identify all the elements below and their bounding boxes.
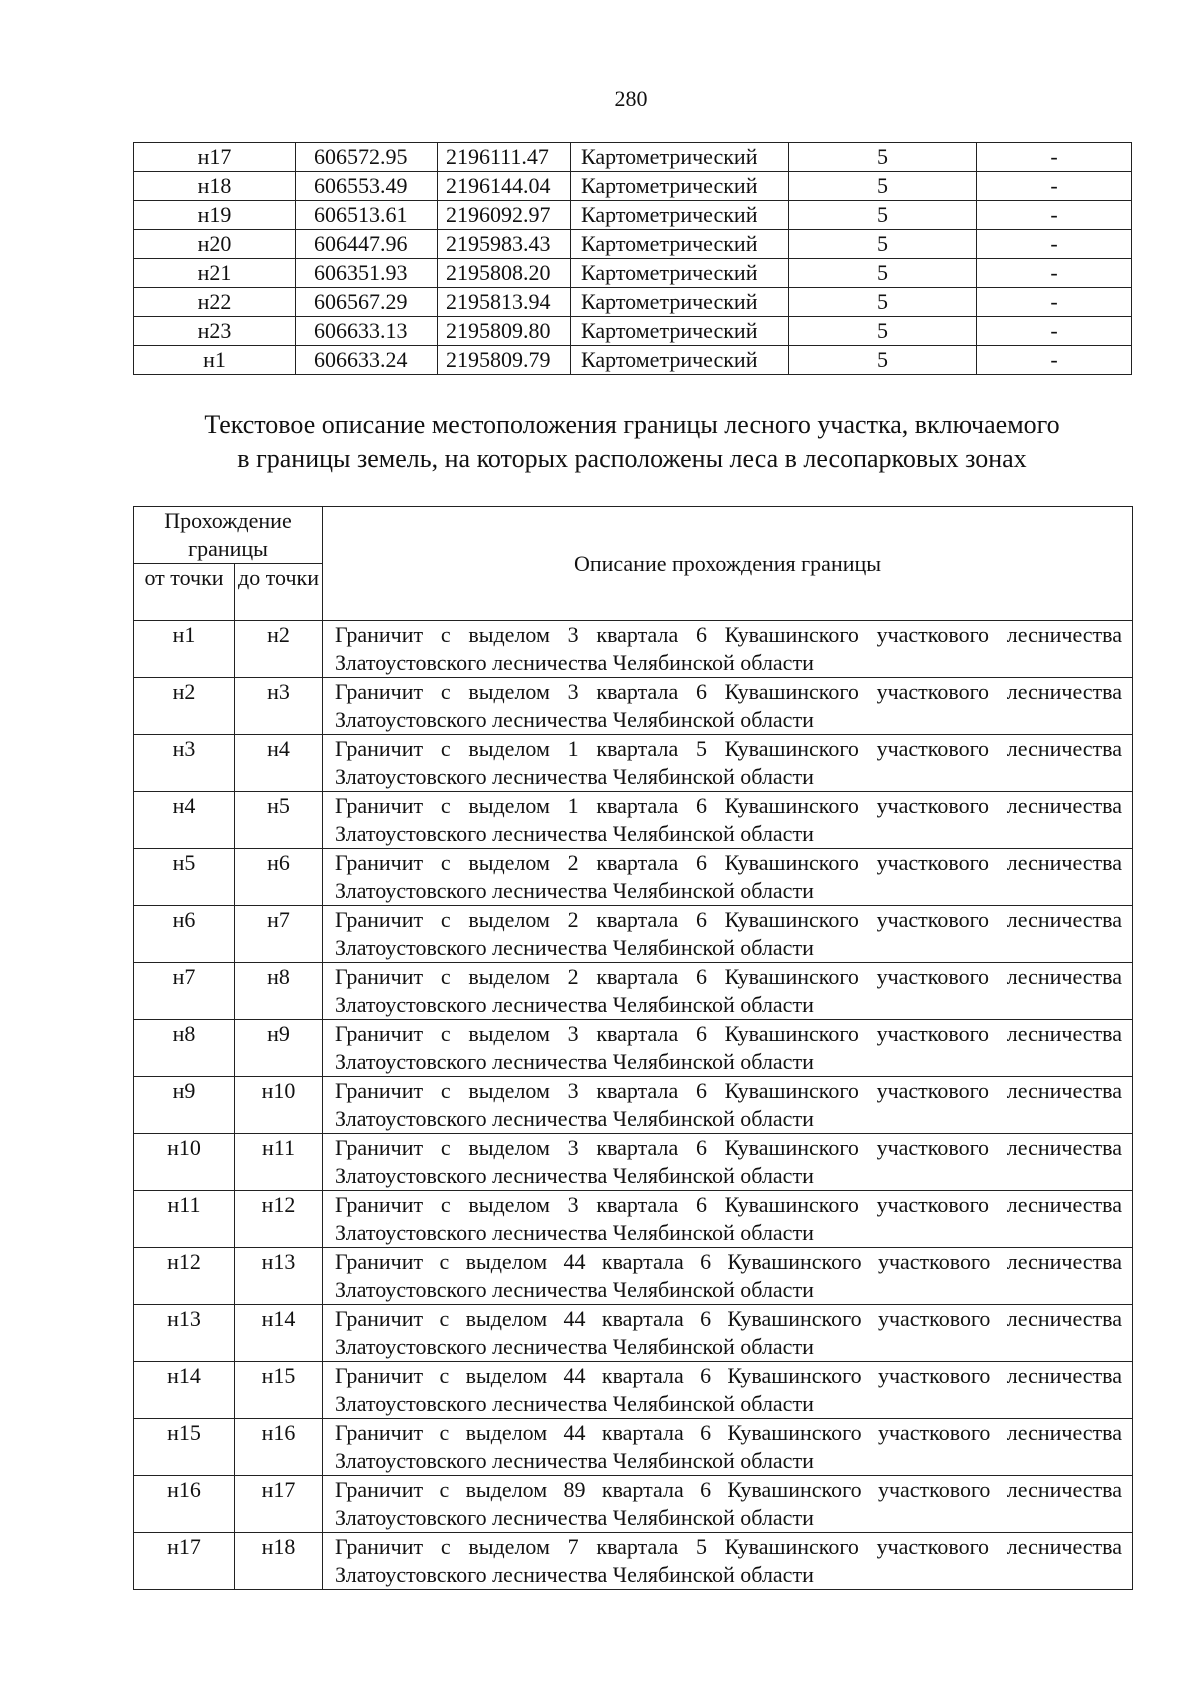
boundary-description (323, 1533, 1133, 1590)
boundary-description-table (133, 506, 1133, 1590)
table-row (134, 1077, 1133, 1134)
coord-cell-method: Картометрический (571, 288, 789, 317)
section-title-line-2: в границы земель, на которых расположены леса в лесопарковых зонах (237, 444, 1027, 473)
boundary-to-point: н6 (235, 849, 323, 906)
coord-cell-y: 2195983.43 (438, 230, 571, 259)
boundary-from-point: н14 (134, 1362, 235, 1419)
boundary-description-line-2: Златоустовского лесничества Челябинской области (335, 707, 814, 732)
table-row (134, 201, 1132, 230)
header-description: Описание прохождения границы (323, 507, 1133, 621)
boundary-to-point: н14 (235, 1305, 323, 1362)
coord-cell-point: н1 (134, 346, 296, 375)
coord-cell-x: 606513.61 (296, 201, 438, 230)
boundary-to-point: н12 (235, 1191, 323, 1248)
coord-cell-point: н22 (134, 288, 296, 317)
table-row (134, 678, 1133, 735)
boundary-description-line-1: Граничит с выделом 3 квартала 6 Кувашинского участкового лесничества (335, 1021, 1123, 1046)
table-row (134, 172, 1132, 201)
coord-cell-method: Картометрический (571, 201, 789, 230)
boundary-description-line-2: Златоустовского лесничества Челябинской области (335, 650, 814, 675)
coord-cell-method: Картометрический (571, 172, 789, 201)
boundary-description-line-2: Златоустовского лесничества Челябинской области (335, 1220, 814, 1245)
boundary-description (323, 1419, 1133, 1476)
boundary-to-point: н5 (235, 792, 323, 849)
boundary-description (323, 1020, 1133, 1077)
table-row (134, 1020, 1133, 1077)
coord-cell-method: Картометрический (571, 143, 789, 172)
boundary-description (323, 906, 1133, 963)
boundary-from-point: н17 (134, 1533, 235, 1590)
coord-cell-accuracy: 5 (789, 317, 977, 346)
boundary-from-point: н5 (134, 849, 235, 906)
boundary-description-line-1: Граничит с выделом 3 квартала 6 Кувашинского участкового лесничества (335, 679, 1123, 704)
boundary-description (323, 1362, 1133, 1419)
page-number: 280 (614, 86, 648, 111)
boundary-description (323, 1191, 1133, 1248)
boundary-to-point: н3 (235, 678, 323, 735)
boundary-from-point: н3 (134, 735, 235, 792)
boundary-to-point: н2 (235, 621, 323, 678)
header-from-point: от точки (134, 564, 235, 621)
coord-cell-x: 606633.24 (296, 346, 438, 375)
table-row (134, 735, 1133, 792)
boundary-to-point: н11 (235, 1134, 323, 1191)
boundary-description-line-1: Граничит с выделом 44 квартала 6 Кувашинского участкового лесничества (335, 1363, 1123, 1388)
coord-cell-note: - (977, 172, 1132, 201)
coord-cell-x: 606633.13 (296, 317, 438, 346)
header-to-point: до точки (235, 564, 323, 621)
boundary-description-line-1: Граничит с выделом 3 квартала 6 Кувашинского участкового лесничества (335, 1078, 1123, 1103)
table-row (134, 621, 1133, 678)
coord-cell-y: 2196144.04 (438, 172, 571, 201)
boundary-description (323, 1305, 1133, 1362)
coord-cell-method: Картометрический (571, 259, 789, 288)
boundary-description (323, 1077, 1133, 1134)
boundary-to-point: н15 (235, 1362, 323, 1419)
coord-cell-accuracy: 5 (789, 259, 977, 288)
boundary-description-line-2: Златоустовского лесничества Челябинской области (335, 1163, 814, 1188)
boundary-description (323, 849, 1133, 906)
coord-cell-x: 606447.96 (296, 230, 438, 259)
boundary-description (323, 678, 1133, 735)
boundary-from-point: н13 (134, 1305, 235, 1362)
boundary-description-line-2: Златоустовского лесничества Челябинской области (335, 878, 814, 903)
coord-cell-point: н23 (134, 317, 296, 346)
boundary-description-line-2: Златоустовского лесничества Челябинской области (335, 1448, 814, 1473)
table-row (134, 143, 1132, 172)
boundary-from-point: н7 (134, 963, 235, 1020)
table-row (134, 792, 1133, 849)
coord-cell-point: н17 (134, 143, 296, 172)
boundary-description-line-1: Граничит с выделом 1 квартала 6 Кувашинского участкового лесничества (335, 793, 1123, 818)
boundary-description (323, 1248, 1133, 1305)
boundary-description-line-1: Граничит с выделом 2 квартала 6 Кувашинского участкового лесничества (335, 964, 1123, 989)
coordinates-table-body (134, 143, 1132, 375)
boundary-description-line-1: Граничит с выделом 44 квартала 6 Кувашинского участкового лесничества (335, 1306, 1123, 1331)
coord-cell-y: 2196092.97 (438, 201, 571, 230)
coord-cell-note: - (977, 259, 1132, 288)
boundary-description-line-2: Златоустовского лесничества Челябинской области (335, 821, 814, 846)
boundary-description-line-1: Граничит с выделом 3 квартала 6 Кувашинского участкового лесничества (335, 1192, 1123, 1217)
coordinates-table (133, 142, 1132, 375)
coord-cell-note: - (977, 317, 1132, 346)
boundary-from-point: н6 (134, 906, 235, 963)
boundary-description-line-2: Златоустовского лесничества Челябинской области (335, 935, 814, 960)
boundary-to-point: н7 (235, 906, 323, 963)
table-row (134, 963, 1133, 1020)
boundary-description-line-2: Златоустовского лесничества Челябинской области (335, 1391, 814, 1416)
boundary-from-point: н12 (134, 1248, 235, 1305)
boundary-from-point: н4 (134, 792, 235, 849)
boundary-to-point: н8 (235, 963, 323, 1020)
coord-cell-x: 606572.95 (296, 143, 438, 172)
boundary-to-point: н4 (235, 735, 323, 792)
boundary-description-line-1: Граничит с выделом 44 квартала 6 Кувашинского участкового лесничества (335, 1249, 1123, 1274)
header-row-1 (134, 507, 1133, 564)
boundary-to-point: н16 (235, 1419, 323, 1476)
boundary-description-header (134, 507, 1133, 621)
boundary-description-line-2: Златоустовского лесничества Челябинской области (335, 1505, 814, 1530)
coord-cell-accuracy: 5 (789, 201, 977, 230)
table-row (134, 1362, 1133, 1419)
coord-cell-accuracy: 5 (789, 143, 977, 172)
boundary-description (323, 621, 1133, 678)
boundary-from-point: н9 (134, 1077, 235, 1134)
table-row (134, 288, 1132, 317)
coord-cell-x: 606553.49 (296, 172, 438, 201)
coord-cell-x: 606351.93 (296, 259, 438, 288)
boundary-description-line-2: Златоустовского лесничества Челябинской области (335, 1562, 814, 1587)
table-row (134, 1419, 1133, 1476)
coord-cell-note: - (977, 346, 1132, 375)
boundary-description-body (134, 621, 1133, 1590)
boundary-description-line-2: Златоустовского лесничества Челябинской области (335, 1334, 814, 1359)
coord-cell-y: 2195809.79 (438, 346, 571, 375)
boundary-description-line-2: Златоустовского лесничества Челябинской области (335, 764, 814, 789)
coord-cell-note: - (977, 201, 1132, 230)
table-row (134, 1533, 1133, 1590)
table-row (134, 346, 1132, 375)
coord-cell-y: 2195809.80 (438, 317, 571, 346)
boundary-description-line-1: Граничит с выделом 7 квартала 5 Кувашинского участкового лесничества (335, 1534, 1123, 1559)
boundary-to-point: н18 (235, 1533, 323, 1590)
boundary-description (323, 792, 1133, 849)
boundary-to-point: н10 (235, 1077, 323, 1134)
coord-cell-point: н19 (134, 201, 296, 230)
coord-cell-accuracy: 5 (789, 172, 977, 201)
table-row (134, 1134, 1133, 1191)
coord-cell-x: 606567.29 (296, 288, 438, 317)
boundary-description (323, 735, 1133, 792)
coord-cell-method: Картометрический (571, 346, 789, 375)
boundary-from-point: н15 (134, 1419, 235, 1476)
section-title-line-1: Текстовое описание местоположения границы лесного участка, включаемого (204, 410, 1060, 439)
coord-cell-method: Картометрический (571, 230, 789, 259)
boundary-from-point: н16 (134, 1476, 235, 1533)
boundary-description-line-1: Граничит с выделом 2 квартала 6 Кувашинского участкового лесничества (335, 850, 1123, 875)
boundary-from-point: н11 (134, 1191, 235, 1248)
boundary-from-point: н10 (134, 1134, 235, 1191)
boundary-description-line-1: Граничит с выделом 3 квартала 6 Кувашинского участкового лесничества (335, 622, 1123, 647)
coord-cell-point: н18 (134, 172, 296, 201)
boundary-description-line-2: Златоустовского лесничества Челябинской области (335, 1106, 814, 1131)
table-row (134, 1248, 1133, 1305)
boundary-description-line-1: Граничит с выделом 1 квартала 5 Кувашинского участкового лесничества (335, 736, 1123, 761)
boundary-description-line-2: Златоустовского лесничества Челябинской области (335, 1049, 814, 1074)
boundary-to-point: н9 (235, 1020, 323, 1077)
boundary-description-line-1: Граничит с выделом 89 квартала 6 Кувашинского участкового лесничества (335, 1477, 1123, 1502)
boundary-from-point: н2 (134, 678, 235, 735)
coord-cell-y: 2195813.94 (438, 288, 571, 317)
coord-cell-y: 2195808.20 (438, 259, 571, 288)
boundary-to-point: н17 (235, 1476, 323, 1533)
boundary-description (323, 963, 1133, 1020)
coord-cell-method: Картометрический (571, 317, 789, 346)
table-row (134, 1191, 1133, 1248)
coord-cell-accuracy: 5 (789, 230, 977, 259)
boundary-description-line-1: Граничит с выделом 44 квартала 6 Кувашинского участкового лесничества (335, 1420, 1123, 1445)
boundary-to-point: н13 (235, 1248, 323, 1305)
coord-cell-note: - (977, 143, 1132, 172)
coord-cell-accuracy: 5 (789, 346, 977, 375)
table-row (134, 230, 1132, 259)
coord-cell-point: н20 (134, 230, 296, 259)
section-title (133, 408, 1131, 476)
table-row (134, 849, 1133, 906)
coord-cell-note: - (977, 230, 1132, 259)
table-row (134, 317, 1132, 346)
coord-cell-note: - (977, 288, 1132, 317)
boundary-description-line-2: Златоустовского лесничества Челябинской области (335, 992, 814, 1017)
table-row (134, 1476, 1133, 1533)
table-row (134, 259, 1132, 288)
boundary-description (323, 1134, 1133, 1191)
coord-cell-point: н21 (134, 259, 296, 288)
header-passage: Прохождение границы (134, 507, 323, 564)
boundary-description-line-1: Граничит с выделом 3 квартала 6 Кувашинского участкового лесничества (335, 1135, 1123, 1160)
table-row (134, 1305, 1133, 1362)
coord-cell-accuracy: 5 (789, 288, 977, 317)
boundary-description (323, 1476, 1133, 1533)
boundary-from-point: н1 (134, 621, 235, 678)
boundary-description-line-1: Граничит с выделом 2 квартала 6 Кувашинского участкового лесничества (335, 907, 1123, 932)
table-row (134, 906, 1133, 963)
boundary-description-line-2: Златоустовского лесничества Челябинской области (335, 1277, 814, 1302)
boundary-from-point: н8 (134, 1020, 235, 1077)
coord-cell-y: 2196111.47 (438, 143, 571, 172)
